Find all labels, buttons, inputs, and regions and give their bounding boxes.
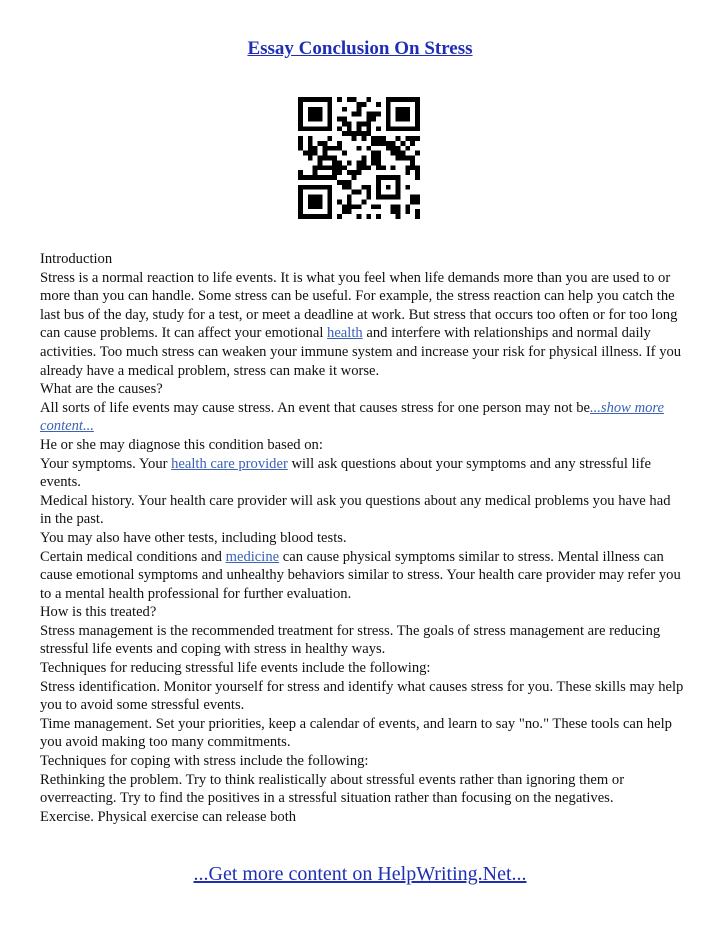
essay-body bbox=[40, 250, 685, 826]
paragraph-coping-techniques: Techniques for coping with stress include the following: bbox=[40, 753, 369, 770]
qr-code bbox=[298, 97, 420, 219]
medicine-link[interactable]: medicine bbox=[225, 548, 280, 565]
document-title[interactable]: Essay Conclusion On Stress bbox=[247, 38, 473, 59]
get-more-content-link[interactable]: ...Get more content on HelpWriting.Net... bbox=[193, 863, 527, 885]
health-link[interactable]: health bbox=[327, 325, 363, 342]
paragraph-reducing-techniques: Techniques for reducing stressful life events include the following: bbox=[40, 660, 431, 677]
paragraph-time-management: Time management. Set your priorities, keep a calendar of events, and learn to say "no." These tools can help you avoid making too many commitments. bbox=[40, 715, 672, 751]
paragraph-exercise: Exercise. Physical exercise can release both bbox=[40, 808, 297, 825]
paragraph-stress-identification: Stress identification. Monitor yourself for stress and identify what causes stress for you. These skills may help you to avoid some stressful events. bbox=[40, 678, 684, 714]
paragraph-rethinking: Rethinking the problem. Try to think realistically about stressful events rather than ignoring them or overreacting. Try to find the positives in a stressful situation rather than focusing on the negatives. bbox=[40, 771, 625, 807]
paragraph-causes-heading: What are the causes? bbox=[40, 381, 163, 398]
paragraph-introduction-heading: Introduction bbox=[40, 251, 113, 267]
paragraph-treatment-heading: How is this treated? bbox=[40, 604, 157, 621]
paragraph-diagnosis-intro: He or she may diagnose this condition based on: bbox=[40, 436, 323, 453]
show-more-link[interactable]: ...show more content... bbox=[40, 399, 665, 435]
paragraph-symptoms: Your symptoms. Your health care provider will ask questions about your symptoms and any stressful life events. bbox=[40, 455, 651, 491]
paragraph-medical-history: Medical history. Your health care provider will ask you questions about any medical problems you have had in the past. bbox=[40, 492, 671, 528]
paragraph-causes: All sorts of life events may cause stress. An event that causes stress for one person may not be...show more content... bbox=[40, 399, 665, 435]
paragraph-introduction: Stress is a normal reaction to life events. It is what you feel when life demands more than you are used to or more than you can handle. Some stress can be useful. For example, the stress reaction can help you catch the last bus of the day, study for a test, or meet a deadline at work. But stress that occurs too often or for too long can cause problems. It can affect your emotional health and interfere with relationships and normal daily activities. Too much stress can weaken your immune system and increase your risk for physical illness. If you already have a medical problem, stress can make it worse. bbox=[40, 269, 682, 379]
paragraph-conditions: Certain medical conditions and medicine can cause physical symptoms similar to stress. Mental illness can cause emotional symptoms and unhealthy behaviors similar to stress. Your health care provider may refer you to a mental health professional for further evaluation. bbox=[40, 548, 681, 602]
health-care-provider-link[interactable]: health care provider bbox=[171, 455, 288, 472]
paragraph-treatment: Stress management is the recommended treatment for stress. The goals of stress management are reducing stressful life events and coping with stress in healthy ways. bbox=[40, 622, 661, 658]
paragraph-tests: You may also have other tests, including blood tests. bbox=[40, 529, 347, 546]
